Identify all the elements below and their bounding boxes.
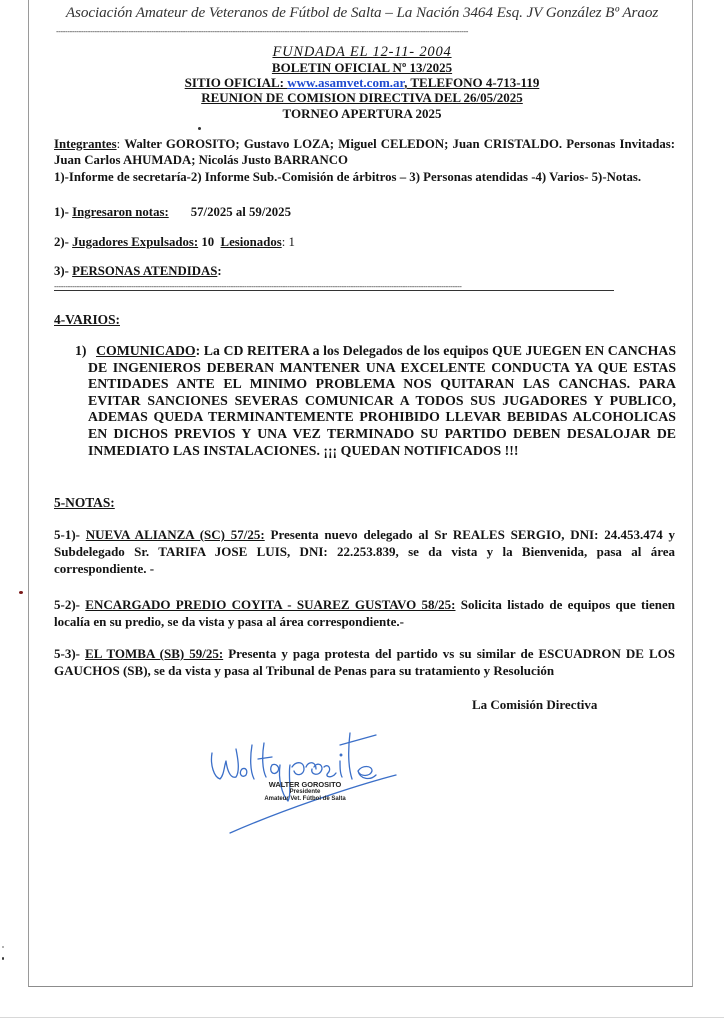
- signature-stamp: [250, 781, 360, 803]
- section-3-colon: :: [217, 264, 222, 278]
- bulletin-number: BOLETIN OFICIAL Nº 13/2025: [271, 60, 453, 75]
- note-label: ENCARGADO PREDIO COYITA - SUAREZ GUSTAVO 58/25:: [85, 597, 456, 612]
- closing-signoff: La Comisión Directiva: [472, 697, 598, 712]
- note-item: [54, 645, 675, 679]
- stray-mark: [19, 591, 23, 594]
- expelled-label: Jugadores Expulsados:: [72, 235, 199, 249]
- section-2-prefix: 2)-: [54, 235, 73, 249]
- stray-mark: [198, 127, 201, 130]
- members-paragraph: [54, 136, 675, 169]
- note-prefix: 5-3)-: [54, 646, 86, 661]
- stamp-name: WALTER GOROSITO: [268, 780, 342, 789]
- meeting-title: REUNION DE COMISION DIRECTIVA DEL 26/05/2025: [201, 90, 523, 106]
- section-1-label: Ingresaron notas:: [72, 205, 169, 219]
- note-text: Presenta y paga protesta del partido vs su similar de ESCUADRON DE LOS GAUCHOS (SB), se da vista y pasa al Tribunal de Penas para su tratamiento y Resolución: [54, 646, 675, 678]
- section-3-underline: [54, 290, 614, 291]
- title-block: [0, 44, 724, 121]
- section-3-persons: [54, 263, 675, 279]
- section-2-players: [54, 234, 675, 250]
- varios-item-text: : La CD REITERA a los Delegados de los equipos QUE JUEGEN EN CANCHAS DE INGENIEROS DEBERAN MANTENER UNA EXCELENTE CONDUCTA YA QUE ESTAS ENTIDADES ANTE EL MINIMO PROBLEMA NOS QUITARAN LAS CANCHAS. PARA EVITAR SANCIONES SEVERAS COMUNICAR A TODOS SUS JUGADORES Y PUBLICO, ADEMAS QUEDA TERMINANTEMENTE PROHIBIDO LLEVAR BEBIDAS ALCOHOLICAS EN DICHOS PREVIOS Y UNA VEZ TERMINADO SU PARTIDO DEBEN DESALOJAR DE INMEDIATO LAS INSTALACIONES. ¡¡¡ QUEDAN NOTIFICADOS !!!: [88, 343, 676, 458]
- injured-label: Lesionados: [220, 235, 282, 249]
- note-item: [54, 526, 675, 577]
- site-label: SITIO OFICIAL:: [184, 75, 288, 91]
- official-site-line: [0, 75, 724, 90]
- note-label: NUEVA ALIANZA (SC) 57/25:: [85, 527, 265, 542]
- injured-colon: :: [281, 235, 289, 249]
- note-prefix: 5-2)-: [54, 597, 86, 612]
- varios-item-label: COMUNICADO: [96, 343, 196, 358]
- section-1-value: 57/2025 al 59/2025: [190, 205, 291, 219]
- section-3-prefix: 3)-: [54, 264, 73, 278]
- organization-header: Asociación Amateur de Veteranos de Fútbol de Salta – La Nación 3464 Esq. JV González Bº Araoz: [65, 4, 659, 21]
- expelled-count: 10: [201, 235, 215, 249]
- section-5-heading: 5-NOTAS:: [54, 495, 115, 510]
- section-1-prefix: 1)-: [54, 205, 73, 219]
- scan-edge-line: [0, 1017, 724, 1018]
- note-text: Solicita listado de equipos que tienen localía en su predio, se da vista y pasa al área correspondiente.-: [54, 597, 675, 629]
- founded-date: FUNDADA EL 12-11- 2004: [272, 44, 452, 60]
- stray-mark: [2, 957, 4, 960]
- phone: , TELEFONO 4-713-119: [404, 75, 540, 91]
- section-3-separator: ------------------------------------------------------------------------------------------------------------------------------------------------------------------------------------: [54, 284, 462, 290]
- note-label: EL TOMBA (SB) 59/25:: [85, 646, 224, 661]
- section-3-label: PERSONAS ATENDIDAS: [72, 264, 218, 278]
- varios-item: [75, 343, 676, 459]
- note-text: Presenta nuevo delegado al Sr REALES SERGIO, DNI: 24.453.474 y Subdelegado Sr. TARIFA JOSE LUIS, DNI: 22.253.839, se da vista y la Bienvenida, pasa al área correspondiente. -: [54, 527, 675, 576]
- section-1-notes: [54, 204, 675, 220]
- section-4-heading: 4-VARIOS:: [54, 312, 120, 327]
- tournament-title: TORNEO APERTURA 2025: [282, 105, 442, 121]
- members-label: Integrantes: [54, 137, 117, 151]
- varios-item-number: 1): [75, 343, 87, 358]
- site-link[interactable]: www.asamvet.com.ar: [287, 75, 405, 91]
- stamp-role: Presidente: [289, 789, 321, 795]
- header-separator: --------------------------------------------------------------------------------------------------------------------------------------------------------------------------------------: [56, 29, 469, 35]
- note-item: [54, 596, 675, 630]
- agenda-line: 1)-Informe de secretaría-2) Informe Sub.-Comisión de árbitros – 3) Personas atendidas -4) Varios- 5)-Notas.: [54, 170, 642, 184]
- members-text: Walter GOROSITO; Gustavo LOZA; Miguel CELEDON; Juan CRISTALDO. Personas Invitadas: Juan Carlos AHUMADA; Nicolás Justo BARRANCO: [54, 137, 675, 168]
- members-colon: :: [116, 137, 125, 151]
- stamp-organization: Amateur Vet. Fútbol de Salta: [264, 796, 346, 802]
- note-prefix: 5-1)-: [54, 527, 86, 542]
- stray-mark: [2, 946, 4, 948]
- injured-count: 1: [288, 235, 295, 249]
